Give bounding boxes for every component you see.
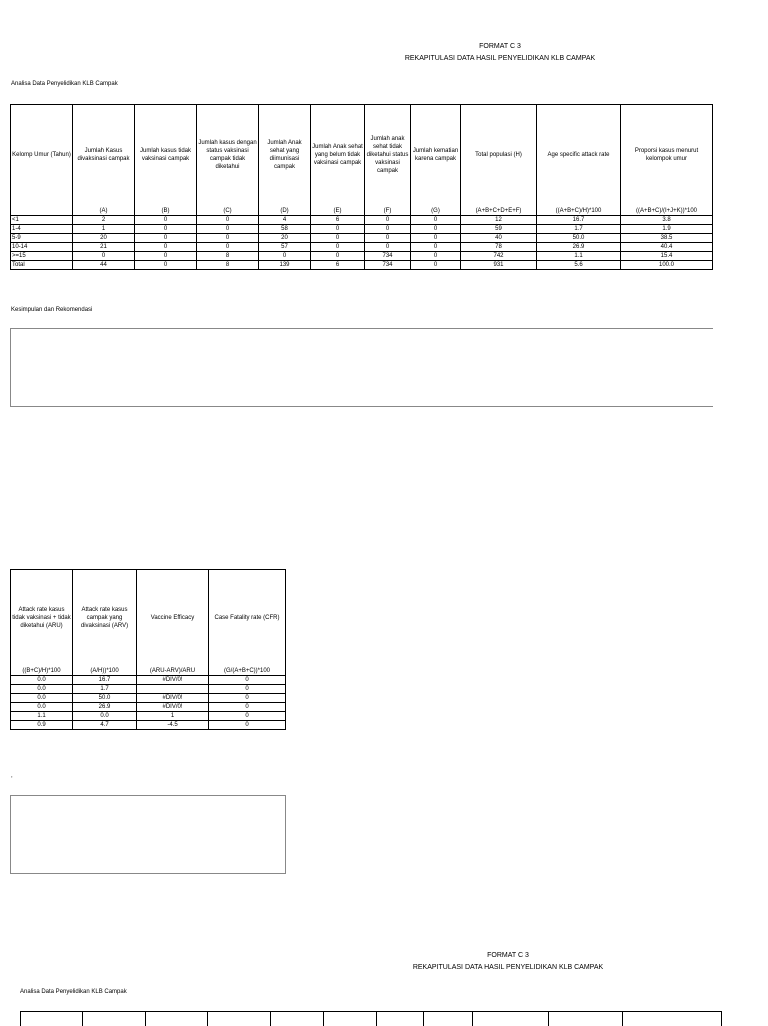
table-cell: 0 (197, 243, 259, 252)
table-cell: #DIV/0! (137, 676, 209, 685)
table-cell: 0 (209, 676, 286, 685)
table-cell: 0 (365, 216, 411, 225)
table-cell: 1.1 (11, 712, 73, 721)
table-cell: 44 (73, 261, 135, 270)
col-header-label: Jumlah Anak sehat yang belum tidak vaksinasi campak (311, 105, 365, 206)
age-group-cell: >=15 (11, 252, 73, 261)
table-cell: #DIV/0! (137, 694, 209, 703)
table-row (11, 225, 713, 234)
conclusion-box (10, 328, 713, 407)
table-cell: 4.7 (73, 721, 137, 730)
table-row (11, 721, 286, 730)
table-cell: 6 (311, 261, 365, 270)
report-subtitle-2: Analisa Data Penyelidikan KLB Campak (20, 989, 127, 995)
table-cell: 5.6 (537, 261, 621, 270)
table-cell: 26.9 (537, 243, 621, 252)
table-cell: 1.7 (73, 685, 137, 694)
col-header-code: (D) (259, 205, 311, 216)
age-group-cell: 10-14 (11, 243, 73, 252)
table-cell: 0 (135, 234, 197, 243)
col-header-label: Total populasi (H) (461, 105, 537, 206)
table-cell: 0 (311, 225, 365, 234)
col-header-code: (A+B+C+D+E+F) (461, 205, 537, 216)
stray-mark: , (11, 773, 13, 779)
report-title-2: REKAPITULASI DATA HASIL PENYELIDIKAN KLB CAMPAK (412, 964, 604, 971)
table-cell: 0 (311, 243, 365, 252)
col-header-label: Attack rate kasus tidak vaksinasi + tidak diketahui (ARU) (11, 570, 73, 666)
table-cell: 16.7 (73, 676, 137, 685)
table-cell: 0 (197, 216, 259, 225)
col-header-code: ((A+B+C)/(I+J+K))*100 (621, 205, 713, 216)
table-cell: 0 (411, 243, 461, 252)
age-group-cell: 1-4 (11, 225, 73, 234)
table-row (11, 216, 713, 225)
age-group-cell: Total (11, 261, 73, 270)
table-row (11, 243, 713, 252)
header-code-row (11, 205, 713, 216)
col-header-code: ((B+C)/H)*100 (11, 665, 73, 676)
col-header-label: Jumlah kasus dengan status vaksinasi campak tidak diketahui (197, 105, 259, 206)
col-header-code: (B) (135, 205, 197, 216)
notes-box (10, 795, 286, 874)
table-cell: 40.4 (621, 243, 713, 252)
format-label-2: FORMAT C 3 (487, 952, 529, 959)
table-cell: 0 (311, 234, 365, 243)
col-header-code: (A/H))*100 (73, 665, 137, 676)
table-cell: 0 (209, 685, 286, 694)
col-header-label: Jumlah kasus tidak vaksinasi campak (135, 105, 197, 206)
table-cell: 1.7 (537, 225, 621, 234)
table-cell: 50.0 (73, 694, 137, 703)
recap-table (10, 104, 713, 270)
table-cell: 0 (135, 252, 197, 261)
col-header-label: Jumlah Kasus divaksinasi campak (73, 105, 135, 206)
table-cell: #DIV/0! (137, 703, 209, 712)
table-cell: 6 (311, 216, 365, 225)
table-row (11, 252, 713, 261)
col-header-label: Proporsi kasus menurut kelompok umur (621, 105, 713, 206)
table-cell: 0 (73, 252, 135, 261)
header-code-row (11, 665, 286, 676)
col-header-code (11, 205, 73, 216)
conclusion-label: Kesimpulan dan Rekomendasi (11, 307, 93, 313)
col-header-code: (G/(A+B+C))*100 (209, 665, 286, 676)
col-header-code: (F) (365, 205, 411, 216)
table-cell: 734 (365, 252, 411, 261)
table-cell: 0 (411, 234, 461, 243)
header-label-row (11, 105, 713, 206)
table-cell: 0 (411, 225, 461, 234)
table-cell: 0 (411, 261, 461, 270)
table-cell: 0 (209, 703, 286, 712)
table-cell: 26.9 (73, 703, 137, 712)
header-label-row (11, 570, 286, 666)
table-cell: 100.0 (621, 261, 713, 270)
table-cell: 931 (461, 261, 537, 270)
table-cell: 0.9 (11, 721, 73, 730)
table-cell: 0 (135, 261, 197, 270)
age-group-cell: 5-9 (11, 234, 73, 243)
table-cell: 0 (411, 252, 461, 261)
table-cell: 0 (365, 234, 411, 243)
col-header-label: Case Fatality rate (CFR) (209, 570, 286, 666)
table-cell: 50.0 (537, 234, 621, 243)
table-cell: 0 (209, 712, 286, 721)
table-cell: 1 (73, 225, 135, 234)
table-cell: 1 (137, 712, 209, 721)
table-cell: 78 (461, 243, 537, 252)
col-header-code: (ARU-ARV)/ARU (137, 665, 209, 676)
table-cell: 8 (197, 252, 259, 261)
table-cell: 0 (197, 234, 259, 243)
table-cell: 40 (461, 234, 537, 243)
table-cell: -4.5 (137, 721, 209, 730)
col-header-label: Jumlah kematian karena campak (411, 105, 461, 206)
table-cell: 0 (197, 225, 259, 234)
table-cell: 16.7 (537, 216, 621, 225)
table-cell: 3.8 (621, 216, 713, 225)
table-cell: 0 (311, 252, 365, 261)
table-row (11, 703, 286, 712)
table-cell: 4 (259, 216, 311, 225)
col-header-code: ((A+B+C)/H)*100 (537, 205, 621, 216)
table-cell: 0 (209, 721, 286, 730)
table-cell: 742 (461, 252, 537, 261)
format-label: FORMAT C 3 (479, 43, 521, 50)
table-cell: 8 (197, 261, 259, 270)
col-header-code: (E) (311, 205, 365, 216)
table-cell: 0.0 (73, 712, 137, 721)
table-cell: 0 (411, 216, 461, 225)
table-cell: 57 (259, 243, 311, 252)
table-row (11, 685, 286, 694)
table-cell: 139 (259, 261, 311, 270)
table-cell: 0.0 (11, 676, 73, 685)
table-cell: 0.0 (11, 703, 73, 712)
col-header-label: Kelomp Umur (Tahun) (11, 105, 73, 206)
table-cell: 0 (135, 216, 197, 225)
table-cell: 1.1 (537, 252, 621, 261)
table-cell: 0.0 (11, 685, 73, 694)
table-cell: 0 (209, 694, 286, 703)
age-group-cell: <1 (11, 216, 73, 225)
table-cell: 12 (461, 216, 537, 225)
table-cell: 58 (259, 225, 311, 234)
table-cell: 38.5 (621, 234, 713, 243)
col-header-code: (G) (411, 205, 461, 216)
efficacy-table (10, 569, 286, 730)
table-cell: 21 (73, 243, 135, 252)
table-cell: 2 (73, 216, 135, 225)
col-header-label: Jumlah Anak sehat yang diimunisasi campak (259, 105, 311, 206)
table-cell: 20 (259, 234, 311, 243)
table-cell: 734 (365, 261, 411, 270)
col-header-label: Jumlah anak sehat tidak diketahui status vaksinasi campak (365, 105, 411, 206)
col-header-code: (C) (197, 205, 259, 216)
table-row (11, 694, 286, 703)
report-title: REKAPITULASI DATA HASIL PENYELIDIKAN KLB CAMPAK (404, 55, 596, 62)
col-header-label: Attack rate kasus campak yang divaksinasi (ARV) (73, 570, 137, 666)
table-row (11, 676, 286, 685)
table-cell: 0 (135, 243, 197, 252)
col-header-label: Age specific attack rate (537, 105, 621, 206)
col-header-code: (A) (73, 205, 135, 216)
table-cell: 20 (73, 234, 135, 243)
table-cell: 0 (365, 243, 411, 252)
total-row (11, 261, 713, 270)
table-cell (137, 685, 209, 694)
table-row (11, 234, 713, 243)
report-subtitle: Analisa Data Penyelidikan KLB Campak (11, 81, 118, 87)
table-row (11, 712, 286, 721)
table-cell: 0 (365, 225, 411, 234)
table-cell: 0 (259, 252, 311, 261)
table-cell: 0 (135, 225, 197, 234)
table-cell: 15.4 (621, 252, 713, 261)
table-cell: 59 (461, 225, 537, 234)
table-cell: 1.9 (621, 225, 713, 234)
col-header-label: Vaccine Efficacy (137, 570, 209, 666)
table-cell: 0.0 (11, 694, 73, 703)
